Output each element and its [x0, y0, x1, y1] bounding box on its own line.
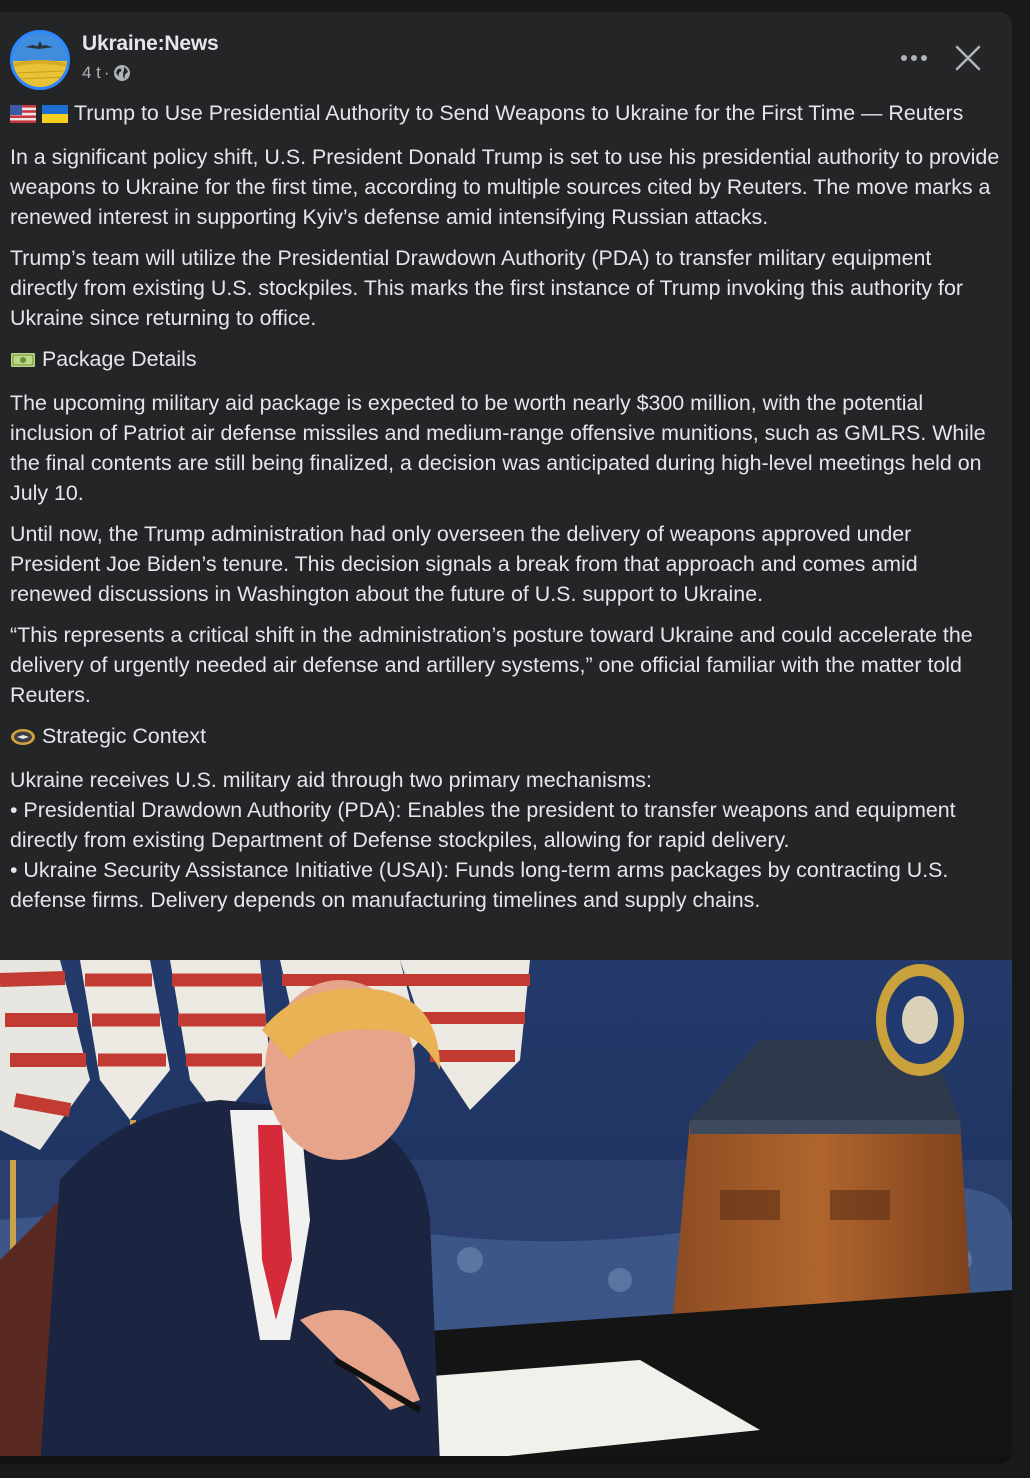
section-package-title: Package Details: [42, 347, 197, 371]
page-avatar[interactable]: [10, 30, 70, 90]
avatar-image: [13, 33, 67, 87]
paragraph-2: Trump’s team will utilize the Presidential Drawdown Authority (PDA) to transfer military equipment directly from existing U.S. stockpiles. This marks the first instance of Trump invoking this authority for Ukraine since returning to office.: [10, 246, 964, 330]
us-flag-icon: [10, 101, 36, 131]
more-options-button[interactable]: [894, 44, 934, 72]
bullet-pda: • Presidential Drawdown Authority (PDA): Enables the president to transfer weapons and equipment directly from existing Department of Defense stockpiles, allowing for rapid delivery.: [10, 798, 956, 852]
section-package-heading: [10, 344, 1000, 377]
ukraine-flag-icon: [42, 101, 68, 131]
globe-icon[interactable]: [113, 64, 131, 82]
post-header: [10, 30, 1000, 94]
bottom-strip: [0, 1464, 1030, 1478]
money-icon: [10, 347, 36, 377]
post-title-line: [10, 98, 1000, 131]
package-paragraph-3: “This represents a critical shift in the administration’s posture toward Ukraine and could accelerate the delivery of urgently needed air defense and artillery systems,” one official familiar with the matter told Reuters.: [10, 623, 973, 707]
post-body: [10, 98, 1000, 926]
post-card: [0, 12, 1012, 1464]
post-photo[interactable]: [0, 960, 1012, 1464]
strategic-block: [10, 765, 1000, 915]
meta-separator: ·: [103, 63, 110, 82]
post-time[interactable]: 4 t: [82, 63, 101, 82]
post-title-text: Trump to Use Presidential Authority to Send Weapons to Ukraine for the First Time — Reuters: [74, 101, 964, 125]
bullet-usai: • Ukraine Security Assistance Initiative (USAI): Funds long-term arms packages by contracting U.S. defense firms. Delivery depends on manufacturing timelines and supply chains.: [10, 858, 949, 912]
package-paragraph-2: Until now, the Trump administration had only overseen the delivery of weapons approved under President Joe Biden’s tenure. This decision signals a break from that approach and comes amid renewed discussions in Washington about the future of U.S. support to Ukraine.: [10, 522, 918, 606]
package-paragraph-1: The upcoming military aid package is expected to be worth nearly $300 million, with the potential inclusion of Patriot air defense missiles and medium-range offensive munitions, such as GMLRS. While the final contents are still being finalized, a decision was anticipated during high-level meetings held on July 10.: [10, 391, 986, 505]
more-options-icon: [894, 44, 934, 72]
paragraph-1: In a significant policy shift, U.S. President Donald Trump is set to use his presidential authority to provide weapons to Ukraine for the first time, according to multiple sources cited by Reuters. The move marks a renewed interest in supporting Kyiv’s defense amid intensifying Russian attacks.: [10, 145, 1000, 229]
post-meta: [82, 63, 131, 83]
close-icon: [948, 38, 988, 78]
compass-icon: [10, 724, 36, 754]
strategic-intro: Ukraine receives U.S. military aid through two primary mechanisms:: [10, 768, 652, 792]
photo-image: [0, 960, 1012, 1464]
close-button[interactable]: [948, 38, 988, 78]
section-strategic-title: Strategic Context: [42, 724, 207, 748]
section-strategic-heading: [10, 721, 1000, 754]
page-name[interactable]: Ukraine:News: [82, 32, 219, 55]
